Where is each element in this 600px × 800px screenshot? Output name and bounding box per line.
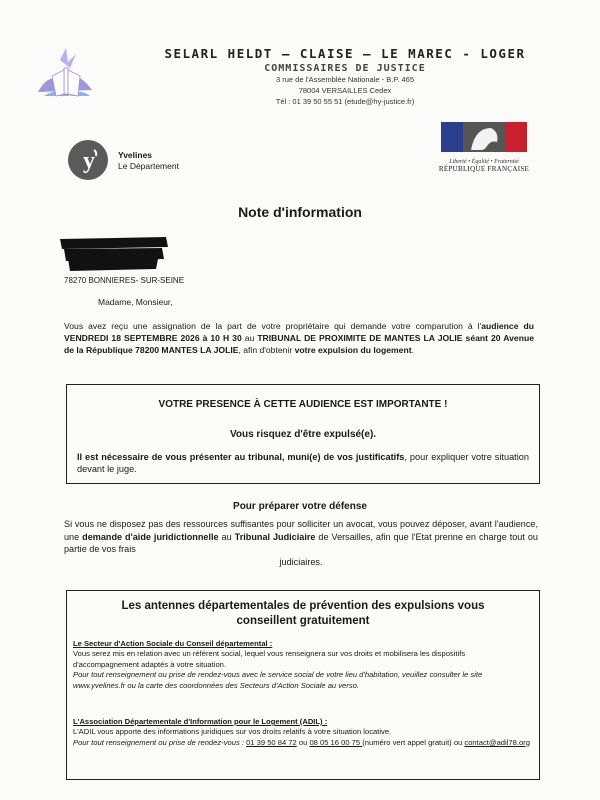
notice-subheading: Vous risquez d'être expulsé(e).	[229, 429, 377, 440]
important-notice-box	[66, 384, 540, 484]
firm-name: SELARL HELDT – CLAISE – LE MAREC - LOGER	[164, 46, 526, 61]
notice-bold-text: Il est nécessaire de vous présenter au tribunal, muni(e) de vos justificatifs	[77, 452, 405, 462]
salutation: Madame, Monsieur,	[98, 297, 173, 307]
yvelines-logo-icon	[66, 138, 110, 182]
prevention-title	[67, 599, 539, 629]
tribunal-address: TRIBUNAL DE PROXIMITE DE MANTES LA JOLIE séant 20 Avenue de la République 78200 MANTES LA JOLIE	[64, 333, 534, 355]
section-adil	[73, 717, 531, 748]
firm-subtitle: COMMISSAIRES DE JUSTICE	[264, 63, 426, 74]
adil-toll-free-link[interactable]: 08 05 16 00 75	[309, 737, 363, 747]
intro-text-4: .	[411, 345, 414, 355]
adil-email-link[interactable]: contact@adil78.org	[464, 737, 530, 747]
prevention-box	[66, 590, 540, 780]
defense-text-2: au	[218, 531, 235, 542]
firm-logo-icon	[30, 40, 100, 110]
section1-text: Vous serez mis en relation avec un référent social, lequel vous renseignera sur vos droits et mobilisera les dispositifs d'accompagnement adaptés à votre situation.	[73, 649, 466, 669]
aid-request: demande d'aide juridictionnelle	[82, 531, 219, 542]
intro-paragraph	[64, 320, 534, 356]
section1-italic: Pour tout renseignement ou prise de rendez-vous avec le service social de votre lieu d'habitation, veuillez consulter le site www.yvelines.fr ou la carte des coordonnées des Secteurs d'Action Sociale au verso.	[73, 670, 483, 690]
yvelines-name: Yvelines	[118, 150, 153, 160]
defense-title: Pour préparer votre défense	[233, 501, 367, 512]
intro-text-3: , afin d'obtenir	[238, 345, 295, 355]
redaction-mark	[58, 233, 170, 273]
yvelines-department: Le Département	[118, 161, 179, 171]
yvelines-logo-letter: y	[83, 148, 95, 174]
defense-text-3: de Versailles, afin que l'Etat prenne en charge tout ou partie de vos frais	[64, 531, 538, 554]
intro-text-2: au	[241, 333, 258, 343]
section2-text: L'ADIL vous apporte des informations juridiques sur vos droits relatifs à votre situation locative.	[73, 727, 392, 737]
republique-motto: Liberté • Égalité • Fraternité	[449, 159, 519, 165]
prevention-title-line1: Les antennes départementales de prévention des expulsions vous	[121, 600, 485, 612]
page-title: Note d'information	[238, 204, 362, 220]
yvelines-text	[118, 150, 179, 172]
defense-text-4: judiciaires.	[279, 556, 323, 567]
intro-text-1: Vous avez reçu une assignation de la part de votre propriétaire qui demande votre comparution à l'	[64, 321, 482, 331]
adil-phone-link[interactable]: 01 39 50 84 72	[246, 737, 297, 747]
phone-separator: ou	[296, 737, 310, 747]
defense-text-1: Si vous ne disposez pas des ressources suffisantes pour solliciter un avocat, vous pouvez déposer, avant l'audience, une	[64, 519, 538, 542]
recipient-address: 78270 BONNIERES- SUR-SEINE	[64, 276, 185, 285]
republique-name: RÉPUBLIQUE FRANÇAISE	[438, 165, 530, 173]
firm-address-2: 78004 VERSAILLES Cedex	[298, 86, 392, 95]
firm-header	[150, 46, 540, 107]
hearing-date: audience du VENDREDI 18 SEPTEMBRE 2026 à 10 H 30	[64, 321, 535, 343]
firm-contact: Tél : 01 39 50 55 51 (etude@hy-justice.fr)	[275, 97, 415, 106]
notice-rest-text: , pour expliquer votre situation devant le juge.	[77, 452, 529, 474]
notice-heading: VOTRE PRESENCE À CETTE AUDIENCE EST IMPORTANTE !	[158, 399, 448, 410]
prevention-title-line2: conseillent gratuitement	[236, 615, 370, 627]
section1-title: Le Secteur d'Action Sociale du Conseil départemental :	[73, 639, 273, 648]
section2-italic: Pour tout renseignement ou prise de rendez-vous :	[73, 737, 247, 747]
section-action-sociale	[73, 639, 531, 691]
notice-paragraph	[77, 451, 529, 475]
section2-tail: (numéro vert appel gratuit) ou	[362, 737, 465, 747]
marianne-icon	[441, 122, 527, 152]
expulsion-note: votre expulsion du logement	[294, 345, 412, 355]
section2-title: L'Association Départementale d'Information pour le Logement (ADIL) :	[73, 717, 328, 726]
defense-paragraph	[64, 518, 538, 568]
firm-address-1: 3 rue de l'Assemblée Nationale - B.P. 465	[275, 75, 415, 84]
tribunal-judiciaire: Tribunal Judiciaire	[234, 531, 316, 542]
republique-francaise-logo	[434, 122, 534, 173]
